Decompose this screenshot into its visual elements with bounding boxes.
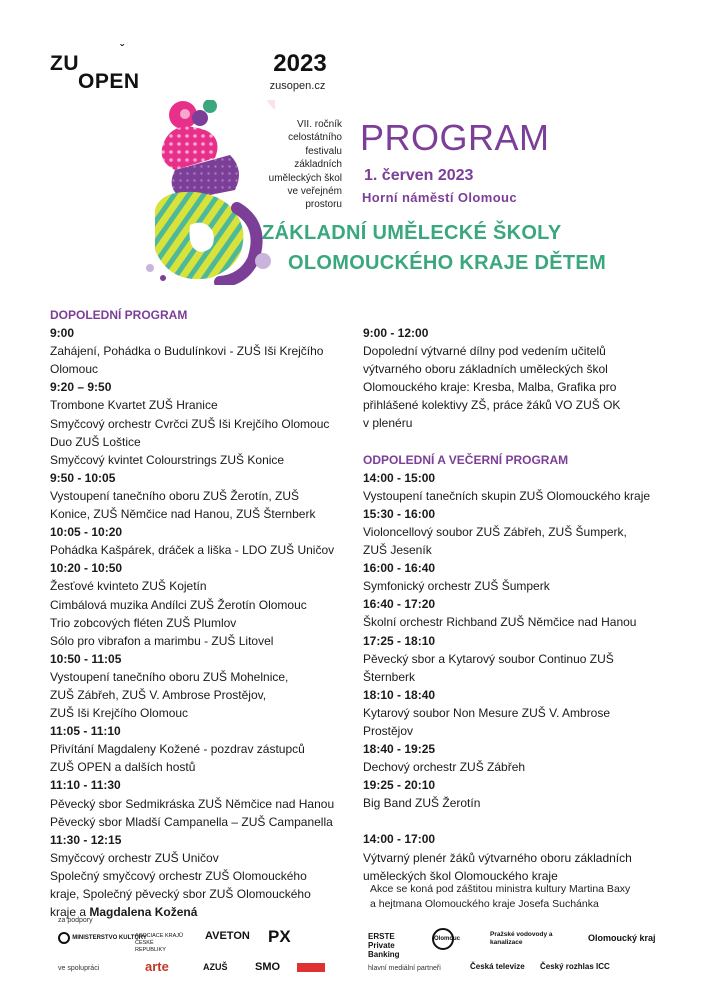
program-item: Pohádka Kašpárek, dráček a liška - LDO ZUŠ Uničov bbox=[50, 543, 335, 558]
program-title: PROGRAM bbox=[360, 117, 550, 158]
program-item: Pěvecký sbor Mladší Campanella – ZUŠ Campanella bbox=[50, 814, 333, 829]
program-item: Pěvecký sbor a Kytarový soubor Continuo ZUŠ bbox=[363, 651, 614, 666]
program-item: Školní orchestr Richband ZUŠ Němčice nad Hanou bbox=[363, 615, 637, 630]
sponsor-aveton-logo: AVETON bbox=[205, 930, 250, 942]
program-item: Vystoupení tanečního oboru ZUŠ Mohelnice, bbox=[50, 669, 289, 684]
sponsor-olomoucky-kraj-logo: Olomoucký kraj bbox=[588, 933, 656, 943]
time-slot: 16:40 - 17:20 bbox=[363, 597, 436, 612]
program-item: Cimbálová muzika Andílci ZUŠ Žerotín Olomouc bbox=[50, 597, 307, 612]
program-item: Dechový orchestr ZUŠ Zábřeh bbox=[363, 760, 526, 775]
time-slot: 11:05 - 11:10 bbox=[50, 724, 121, 739]
program-item: Prostějov bbox=[363, 723, 414, 738]
program-item: Konice, ZUŠ Němčice nad Hanou, ZUŠ Šternberk bbox=[50, 507, 316, 522]
program-item: Smyčcový kvintet Colourstrings ZUŠ Konice bbox=[50, 452, 285, 467]
section-heading: ODPOLEDNÍ A VEČERNÍ PROGRAM bbox=[363, 452, 569, 467]
program-item: Kytarový soubor Non Mesure ZUŠ V. Ambrose bbox=[363, 705, 610, 720]
olomouc-icon: Olomouc bbox=[432, 928, 454, 950]
time-slot: 9:50 - 10:05 bbox=[50, 470, 116, 485]
time-slot: 10:50 - 11:05 bbox=[50, 651, 122, 666]
program-item: Olomouc bbox=[50, 362, 99, 377]
time-slot: 17:25 - 18:10 bbox=[363, 633, 436, 648]
section-heading: DOPOLEDNÍ PROGRAM bbox=[50, 308, 188, 322]
program-item: Společný smyčcový orchestr ZUŠ Olomouckého bbox=[50, 868, 307, 883]
time-slot: 9:00 - 12:00 bbox=[363, 326, 429, 340]
time-slot: 10:05 - 10:20 bbox=[50, 525, 123, 540]
time-slot: 9:00 bbox=[50, 326, 75, 341]
media-partners-label: hlavní mediální partneři bbox=[368, 965, 441, 972]
program-item: Vystoupení tanečních skupin ZUŠ Olomouckého kraje bbox=[363, 488, 651, 503]
program-item: Vystoupení tanečního oboru ZUŠ Žerotín, ZUŠ bbox=[50, 488, 300, 503]
time-slot: 9:20 – 9:50 bbox=[50, 380, 112, 395]
program-item: Žesťové kvinteto ZUŠ Kojetín bbox=[50, 579, 207, 594]
sponsor-ministry-logo: MINISTERSTVO KULTURY bbox=[58, 932, 147, 944]
sponsor-px-logo: PX bbox=[268, 927, 291, 946]
logo-line-1: ZU bbox=[50, 52, 79, 75]
sponsor-olomouc-logo bbox=[432, 928, 461, 950]
program-item: kraje, Společný pěvecký sbor ZUŠ Olomouckého bbox=[50, 887, 311, 901]
time-slot: 15:30 - 16:00 bbox=[363, 506, 436, 521]
program-item: uměleckých škol Olomouckého kraje bbox=[363, 868, 558, 883]
sponsor-smo-logo: SMO bbox=[255, 961, 281, 973]
logo-hacek: ˇ bbox=[120, 42, 124, 56]
program-item: Big Band ZUŠ Žerotín bbox=[363, 796, 481, 811]
headline-line-1: ZÁKLADNÍ UMĚLECKÉ ŠKOLY bbox=[262, 222, 562, 244]
program-item: Violoncellový soubor ZUŠ Zábřeh, ZUŠ Šumperk, bbox=[363, 524, 627, 539]
sponsor-icc-logo: ICC bbox=[596, 962, 610, 971]
sponsor-akcr-logo: ASOCIACE KRAJŮ ČESKÉ REPUBLIKY bbox=[135, 933, 183, 953]
time-slot: 14:00 - 15:00 bbox=[363, 470, 436, 485]
program-item: výtvarného oboru základních uměleckých škol bbox=[363, 362, 608, 377]
time-slot: 11:30 - 12:15 bbox=[50, 832, 122, 847]
festival-description: VII. ročník celostátního festivalu základních uměleckých škol ve veřejném prostoru bbox=[268, 119, 342, 211]
decorative-dot-icon bbox=[255, 253, 271, 269]
program-item: Trio zobcových fléten ZUŠ Plumlov bbox=[50, 615, 237, 630]
spacer bbox=[363, 812, 663, 830]
morning-program bbox=[50, 306, 350, 921]
sponsor-ct-logo: Česká televize bbox=[470, 962, 525, 971]
program-item-final: kraje a Magdalena Kožená bbox=[50, 905, 198, 920]
time-slot: 19:25 - 20:10 bbox=[363, 778, 436, 793]
program-item: ZUŠ Iši Krejčího Olomouc bbox=[50, 706, 189, 721]
program-item: Dopolední výtvarné dílny pod vedením učitelů bbox=[363, 344, 606, 359]
program-item: Duo ZUŠ Loštice bbox=[50, 434, 141, 449]
time-slot: 16:00 - 16:40 bbox=[363, 561, 436, 576]
program-item: Trombone Kvartet ZUŠ Hranice bbox=[50, 398, 218, 413]
cooperation-label: ve spolupráci bbox=[58, 965, 100, 972]
afternoon-program bbox=[363, 324, 663, 885]
logo-line-2: OPEN bbox=[78, 70, 140, 93]
program-item: Sólo pro vibrafon a marimbu - ZUŠ Litovel bbox=[50, 633, 274, 648]
time-slot: 14:00 - 17:00 bbox=[363, 832, 436, 847]
program-item: ZUŠ Zábřeh, ZUŠ V. Ambrose Prostějov, bbox=[50, 687, 267, 702]
program-item: v plenéru bbox=[363, 416, 413, 431]
sponsor-azus-logo: AZUŠ bbox=[203, 962, 228, 972]
program-item: Šternberk bbox=[363, 669, 416, 684]
spacer bbox=[363, 433, 663, 451]
time-slot: 10:20 - 10:50 bbox=[50, 561, 123, 576]
program-item: Smyčcový orchestr ZUŠ Uničov bbox=[50, 850, 219, 865]
sponsor-arte-logo: arte bbox=[145, 959, 169, 974]
time-slot: 11:10 - 11:30 bbox=[50, 778, 121, 793]
sponsor-cro-logo: Český rozhlas bbox=[540, 962, 594, 971]
program-date: 1. červen 2023 bbox=[364, 167, 474, 184]
program-item: Pěvecký sbor Sedmikráska ZUŠ Němčice nad Hanou bbox=[50, 796, 335, 811]
festival-year: 2023 bbox=[273, 50, 327, 77]
program-item: Olomouckého kraje: Kresba, Malba, Grafika pro bbox=[363, 380, 617, 395]
patronage-note: Akce se koná pod záštitou ministra kultury Martina Baxy a hejtmana Olomouckého kraje Josefa Suchánka bbox=[370, 883, 631, 910]
ministry-icon bbox=[58, 932, 70, 944]
support-label: za podpory bbox=[58, 917, 93, 924]
program-item: Výtvarný plenér žáků výtvarného oboru základních bbox=[363, 850, 632, 865]
guest-name: Magdalena Kožená bbox=[89, 905, 198, 920]
sponsor-red-logo-icon bbox=[297, 963, 325, 972]
program-place: Horní náměstí Olomouc bbox=[362, 190, 518, 205]
sponsor-pvk-logo: Pražské vodovody a kanalizace bbox=[490, 931, 553, 946]
program-item: Smyčcový orchestr Cvrčci ZUŠ Iši Krejčího Olomouc bbox=[50, 416, 330, 431]
program-item: přihlášené kolektivy ZŠ, práce žáků VO ZUŠ OK bbox=[363, 398, 621, 413]
time-slot: 18:10 - 18:40 bbox=[363, 687, 436, 702]
program-item: Zahájení, Pohádka o Budulínkovi - ZUŠ Iši Krejčího bbox=[50, 344, 324, 359]
zus-open-logo bbox=[50, 40, 160, 93]
headline-line-2: OLOMOUCKÉHO KRAJE DĚTEM bbox=[288, 252, 607, 274]
program-item: ZUŠ Jeseník bbox=[363, 543, 432, 558]
time-slot: 18:40 - 19:25 bbox=[363, 742, 436, 757]
sponsor-erste-logo: ERSTE Private Banking bbox=[368, 932, 400, 959]
program-item: Symfonický orchestr ZUŠ Šumperk bbox=[363, 579, 550, 594]
program-item: Přivítání Magdaleny Kožené - pozdrav zástupců bbox=[50, 742, 305, 757]
program-item: ZUŠ OPEN a dalších hostů bbox=[50, 760, 196, 775]
festival-website: zusopen.cz bbox=[269, 80, 326, 92]
festival-artwork-icon bbox=[135, 100, 275, 285]
